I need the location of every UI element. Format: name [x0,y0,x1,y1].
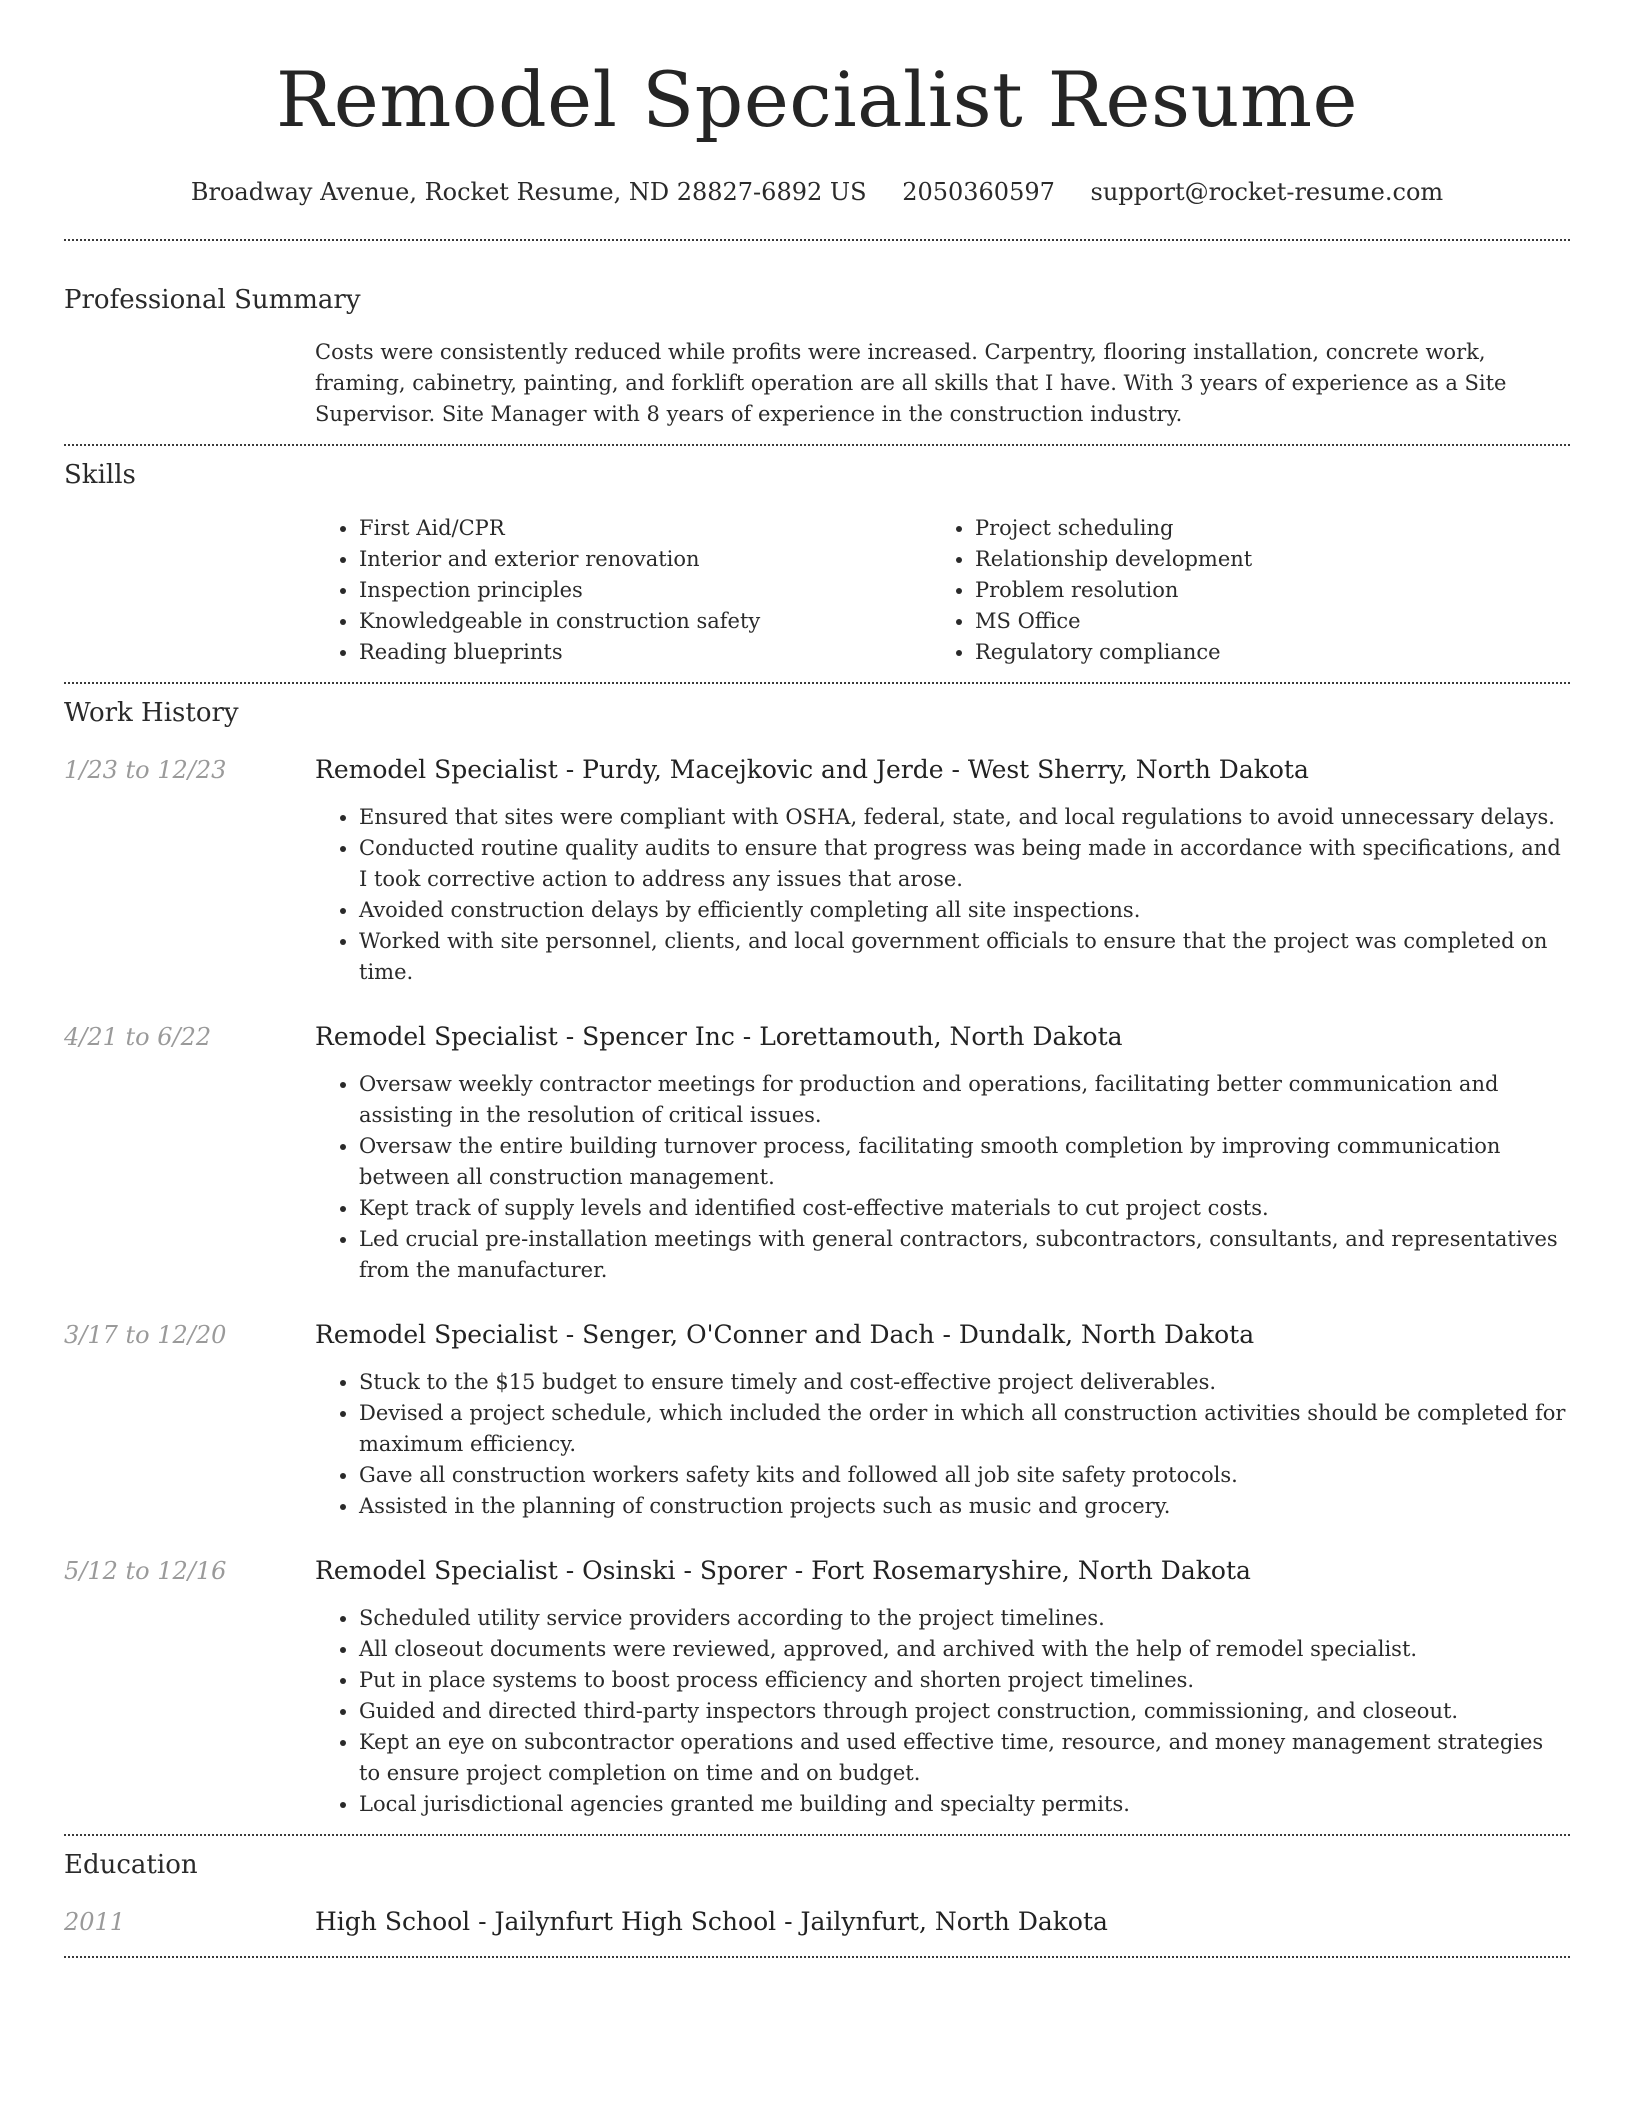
contact-address: Broadway Avenue, Rocket Resume, ND 28827-6892 US [190,178,867,206]
job-bullet: • Oversaw the entire building turnover process, facilitating smooth completion by improving communication between all construction management. [359,1131,1570,1193]
section-heading-education: Education [64,1850,198,1880]
divider [64,1956,1570,1958]
job-date: 4/21 to 6/22 [64,1023,212,1051]
resume-title: Remodel Specialist Resume [276,55,1358,144]
job-bullet: • Put in place systems to boost process efficiency and shorten project timelines. [359,1665,1570,1696]
skill-item: • MS Office [975,606,1547,637]
job-bullet: • Oversaw weekly contractor meetings for production and operations, facilitating better communication and assisting in the resolution of critical issues. [359,1069,1570,1131]
skills-section [64,458,1570,668]
section-heading-skills: Skills [64,460,136,490]
job-bullet: • Local jurisdictional agencies granted me building and specialty permits. [359,1789,1570,1820]
education-title: High School - Jailynfurt High School - Jailynfurt, North Dakota [315,1907,1108,1936]
job-title: Remodel Specialist - Purdy, Macejkovic and Jerde - West Sherry, North Dakota [315,755,1309,784]
contact-line [64,176,1570,208]
skills-list [315,513,1570,668]
skill-item: • Problem resolution [975,575,1547,606]
job-bullets [315,1069,1570,1286]
work-history-section [64,696,1570,1820]
section-heading-summary: Professional Summary [64,285,361,315]
education-entry [64,1906,1570,1938]
job-entry [64,1021,1570,1286]
skill-item: • Knowledgeable in construction safety [359,606,931,637]
job-body [315,1319,1570,1522]
job-bullet: • Devised a project schedule, which included the order in which all construction activities should be completed for maximum efficiency. [359,1398,1570,1460]
job-bullet: • Gave all construction workers safety kits and followed all job site safety protocols. [359,1460,1570,1491]
job-bullets [315,1367,1570,1522]
job-entry [64,1555,1570,1820]
skill-item: • First Aid/CPR [359,513,931,544]
divider [64,682,1570,684]
job-bullet: • Worked with site personnel, clients, and local government officials to ensure that the project was completed on time. [359,926,1570,988]
job-bullet: • Ensured that sites were compliant with OSHA, federal, state, and local regulations to avoid unnecessary delays. [359,802,1570,833]
job-bullet: • Kept track of supply levels and identified cost-effective materials to cut project costs. [359,1193,1570,1224]
skill-item: • Reading blueprints [359,637,931,668]
resume-page [64,0,1570,1958]
job-title: Remodel Specialist - Senger, O'Conner and Dach - Dundalk, North Dakota [315,1320,1255,1349]
job-bullet: • Scheduled utility service providers according to the project timelines. [359,1603,1570,1634]
job-bullet: • Led crucial pre-installation meetings with general contractors, subcontractors, consultants, and representatives from the manufacturer. [359,1224,1570,1286]
job-bullet: • Guided and directed third-party inspectors through project construction, commissioning, and closeout. [359,1696,1570,1727]
contact-email: support@rocket-resume.com [1090,178,1444,206]
job-body [315,1555,1570,1820]
divider [64,444,1570,446]
job-title: Remodel Specialist - Osinski - Sporer - Fort Rosemaryshire, North Dakota [315,1556,1251,1585]
skill-item: • Relationship development [975,544,1547,575]
section-heading-work: Work History [64,698,239,728]
job-title: Remodel Specialist - Spencer Inc - Lorettamouth, North Dakota [315,1022,1123,1051]
summary-section [64,283,1570,430]
skills-column-right [931,513,1547,668]
job-bullets [315,802,1570,988]
divider [64,239,1570,241]
divider [64,1834,1570,1836]
education-section [64,1848,1570,1938]
job-date: 3/17 to 12/20 [64,1321,227,1349]
job-entry [64,1319,1570,1522]
job-bullet: • Assisted in the planning of construction projects such as music and grocery. [359,1491,1570,1522]
job-bullet: • All closeout documents were reviewed, approved, and archived with the help of remodel specialist. [359,1634,1570,1665]
job-entry [64,754,1570,988]
skill-item: • Regulatory compliance [975,637,1547,668]
job-bullet: • Avoided construction delays by efficiently completing all site inspections. [359,895,1570,926]
job-date: 1/23 to 12/23 [64,756,227,784]
education-date: 2011 [64,1908,126,1936]
job-body [315,754,1570,988]
skill-item: • Project scheduling [975,513,1547,544]
skills-column-left [315,513,931,668]
summary-text: Costs were consistently reduced while profits were increased. Carpentry, flooring installation, concrete work, framing, cabinetry, painting, and forklift operation are all skills that I have. With 3 years of experience as a Site Supervisor. Site Manager with 8 years of experience in the construction industry. [315,340,1507,426]
job-bullets [315,1603,1570,1820]
contact-phone: 2050360597 [902,178,1055,206]
skill-item: • Inspection principles [359,575,931,606]
job-body [315,1021,1570,1286]
job-bullet: • Kept an eye on subcontractor operations and used effective time, resource, and money management strategies to ensure project completion on time and on budget. [359,1727,1570,1789]
job-bullet: • Conducted routine quality audits to ensure that progress was being made in accordance with specifications, and I took corrective action to address any issues that arose. [359,833,1570,895]
job-date: 5/12 to 12/16 [64,1557,227,1585]
job-bullet: • Stuck to the $15 budget to ensure timely and cost-effective project deliverables. [359,1367,1570,1398]
skill-item: • Interior and exterior renovation [359,544,931,575]
